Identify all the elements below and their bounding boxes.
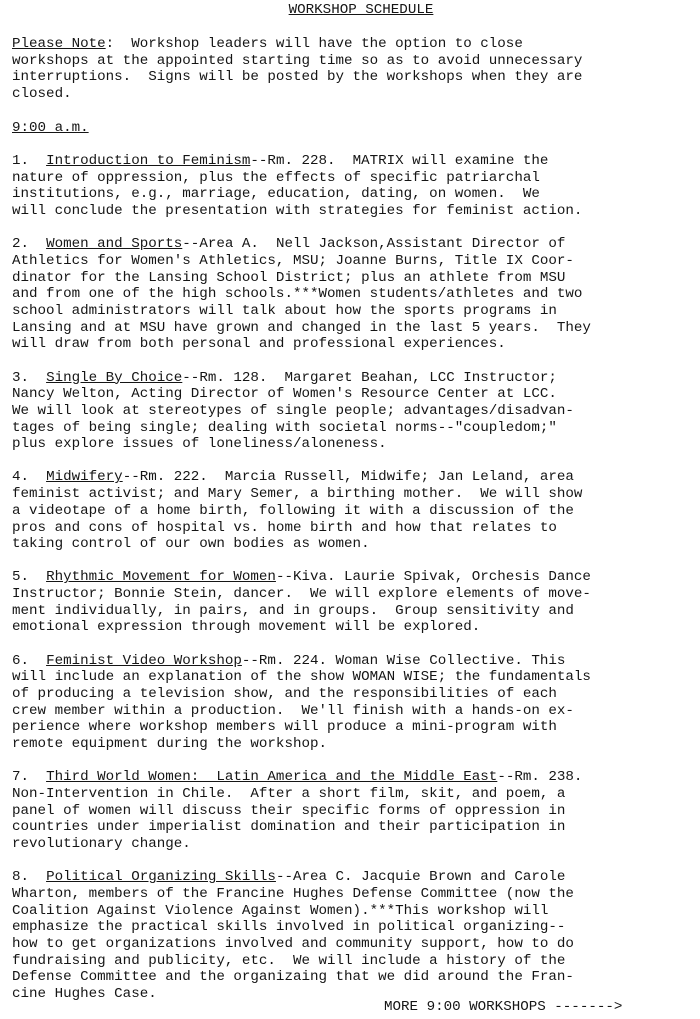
workshop-first-line: --Rm. 228. MATRIX will examine the [250,152,549,169]
workshop-8 [12,869,696,1003]
workshop-line: remote equipment during the workshop. [12,736,328,753]
workshop-line: will draw from both personal and professional experiences. [12,336,506,353]
workshop-name: Midwifery [46,469,123,486]
workshop-line: and from one of the high schools.***Women students/athletes and two [12,286,583,303]
workshop-line: taking control of our own bodies as women. [12,536,370,553]
workshop-name: Political Organizing Skills [46,869,276,886]
workshop-name: Introduction to Feminism [46,152,251,169]
page-title: WORKSHOP SCHEDULE [288,2,434,18]
workshop-line: cine Hughes Case. [12,986,157,1003]
please-note [12,36,696,103]
workshop-line: institutions, e.g., marriage, education, dating, on women. We [12,186,540,203]
workshop-first-line: --Rm. 222. Marcia Russell, Midwife; Jan Leland, area [122,469,574,486]
workshop-number: 3. [12,369,30,386]
workshop-line: school administrators will talk about how the sports programs in [12,302,557,319]
note-line-1: workshops at the appointed starting time so as to avoid unnecessary [12,52,583,69]
workshop-number: 4. [12,469,30,486]
document-page [12,0,696,1003]
workshop-number: 5. [12,569,30,586]
workshop-number: 8. [12,869,30,886]
workshop-line: Coalition Against Violence Against Women).***This workshop will [12,902,549,919]
workshop-line: nature of oppression, plus the effects of specific patriarchal [12,169,540,186]
workshop-6 [12,653,696,753]
more-workshops-footer: MORE 9:00 WORKSHOPS -------> [384,999,623,1015]
workshop-first-line: --Rm. 128. Margaret Beahan, LCC Instructor; [182,369,557,386]
workshop-line: countries under imperialist domination and their participation in [12,819,566,836]
workshop-line: a videotape of a home birth, following it with a discussion of the [12,502,574,519]
workshop-line: feminist activist; and Mary Semer, a birthing mother. We will show [12,486,583,503]
workshop-line: dinator for the Lansing School District; plus an athlete from MSU [12,269,566,286]
workshop-number: 7. [12,769,30,786]
workshop-line: of producing a television show, and the responsibilities of each [12,686,557,703]
workshop-line: revolutionary change. [12,836,191,853]
workshop-1 [12,153,696,220]
workshop-line: Instructor; Bonnie Stein, dancer. We will explore elements of move- [12,586,591,603]
workshop-number: 1. [12,152,30,169]
workshop-first-line: --Rm. 224. Woman Wise Collective. This [241,652,566,669]
workshop-line: We will look at stereotypes of single people; advantages/disadvan- [12,402,574,419]
workshop-number: 2. [12,236,30,253]
note-line-0: : Workshop leaders will have the option to close [105,36,523,52]
workshop-line: Wharton, members of the Francine Hughes Defense Committee (now the [12,885,574,902]
note-label: Please Note [12,36,106,52]
workshop-line: Defense Committee and the organizaing that we did around the Fran- [12,969,574,986]
note-line-3: closed. [12,86,72,103]
workshop-line: fundraising and publicity, etc. We will include a history of the [12,952,566,969]
workshop-7 [12,769,696,852]
workshop-3 [12,370,696,453]
time-heading: 9:00 a.m. [12,119,89,136]
workshop-line: will conclude the presentation with strategies for feminist action. [12,203,583,220]
workshop-line: emphasize the practical skills involved in political organizing-- [12,919,566,936]
workshop-line: ment individually, in pairs, and in groups. Group sensitivity and [12,602,574,619]
workshop-name: Rhythmic Movement for Women [46,569,276,586]
workshop-line: tages of being single; dealing with societal norms--"coupledom;" [12,419,557,436]
workshop-name: Third World Women: Latin America and the Middle East [46,769,498,786]
workshop-2 [12,236,696,353]
workshop-first-line: --Area C. Jacquie Brown and Carole [275,869,566,886]
workshop-line: will include an explanation of the show WOMAN WISE; the fundamentals [12,669,591,686]
workshop-5 [12,569,696,636]
workshop-name: Women and Sports [46,236,183,253]
workshop-line: Nancy Welton, Acting Director of Women's Resource Center at LCC. [12,386,557,403]
workshop-line: perience where workshop members will produce a mini-program with [12,719,557,736]
workshop-4 [12,469,696,552]
workshop-line: how to get organizations involved and community support, how to do [12,935,574,952]
note-line-2: interruptions. Signs will be posted by the workshops when they are [12,69,583,86]
workshop-line: panel of women will discuss their specific forms of oppression in [12,802,566,819]
workshop-line: Lansing and at MSU have grown and changed in the last 5 years. They [12,319,591,336]
workshop-line: plus explore issues of loneliness/aloneness. [12,436,387,453]
workshop-number: 6. [12,652,30,669]
workshop-name: Feminist Video Workshop [46,652,242,669]
workshop-line: Athletics for Women's Athletics, MSU; Joanne Burns, Title IX Coor- [12,252,574,269]
workshop-first-line: --Area A. Nell Jackson,Assistant Director of [182,236,566,253]
workshop-name: Single By Choice [46,369,183,386]
workshop-first-line: --Kiva. Laurie Spivak, Orchesis Dance [275,569,591,586]
workshop-line: Non-Intervention in Chile. After a short film, skit, and poem, a [12,785,566,802]
workshop-first-line: --Rm. 238. [497,769,583,786]
workshop-line: crew member within a production. We'll finish with a hands-on ex- [12,702,574,719]
workshop-line: emotional expression through movement will be explored. [12,619,481,636]
workshop-line: pros and cons of hospital vs. home birth and how that relates to [12,519,557,536]
